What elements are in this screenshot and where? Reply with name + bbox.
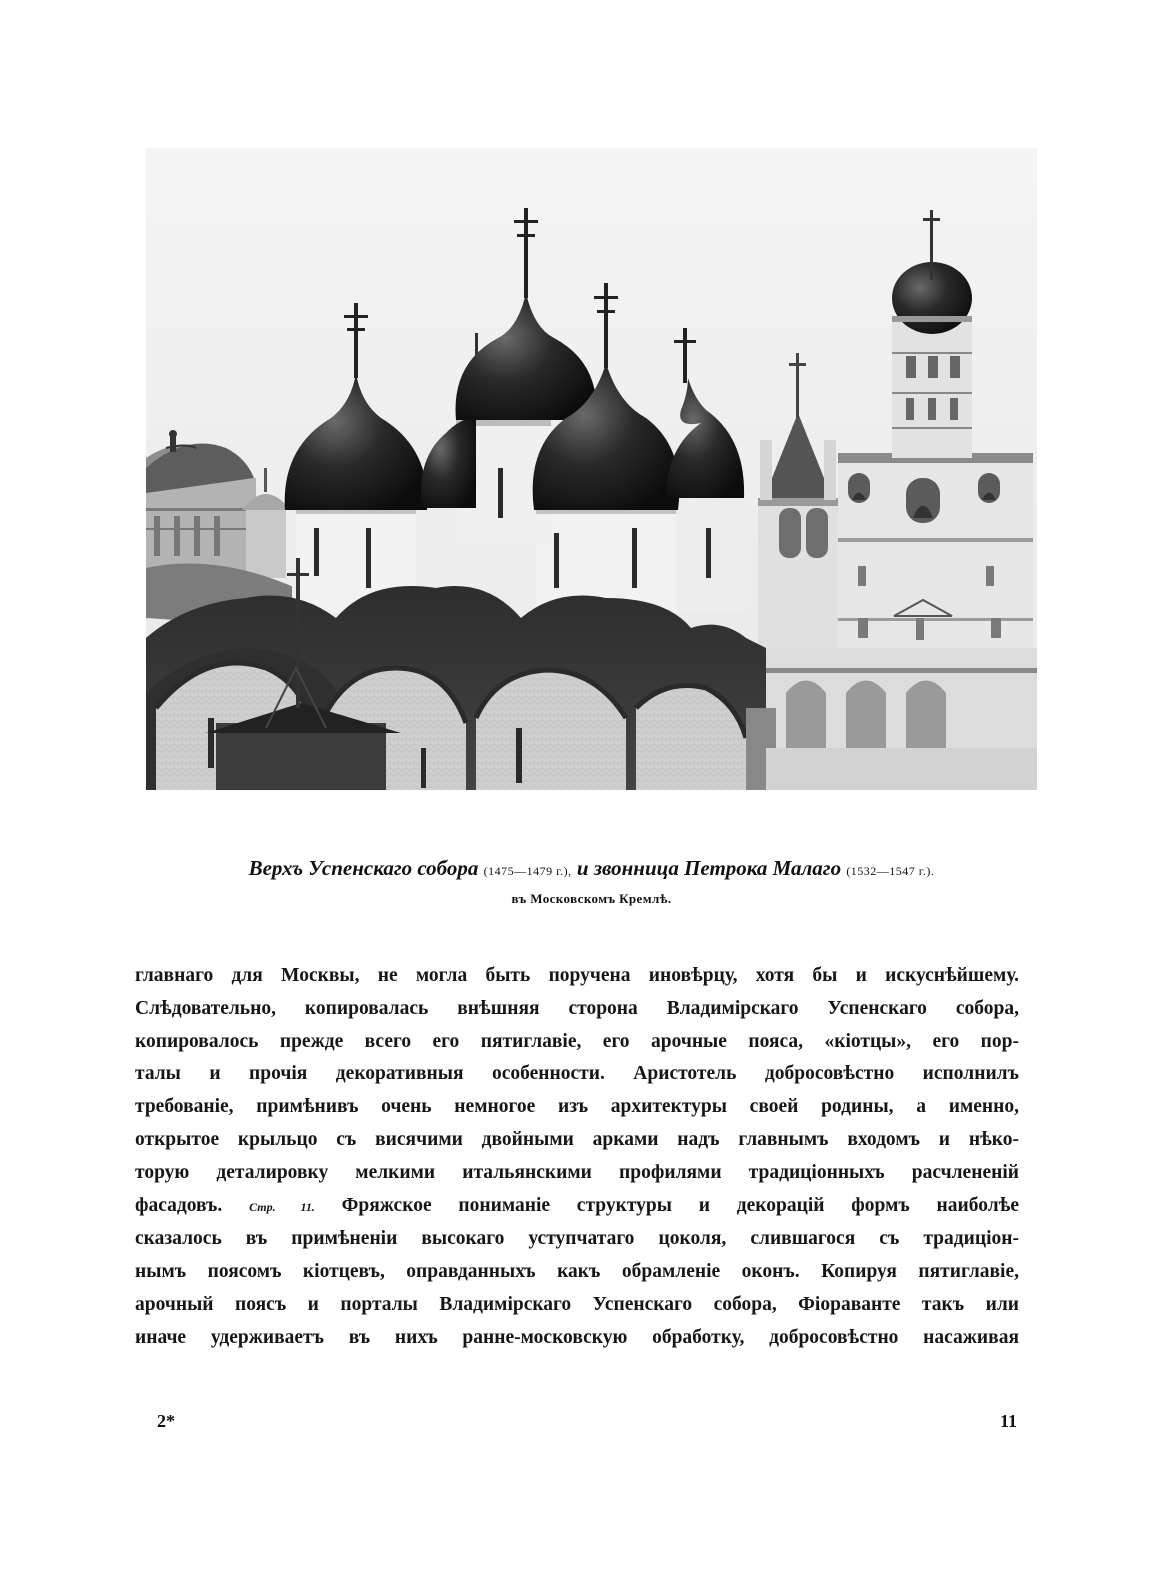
- text-line: нымъ поясомъ кіотцевъ, оправданныхъ какъ обрамленіе оконъ. Копируя пятиглавіе,: [135, 1261, 1019, 1283]
- caption-title-part2: и звонница Петрока Малаго: [576, 856, 842, 880]
- caption-title-part1: Верхъ Успенскаго собора: [248, 856, 479, 880]
- text-line: требованіе, примѣнивъ очень немногое изъ архитектуры своей родины, а именно,: [135, 1096, 1019, 1118]
- text-line-with-reference: [135, 1190, 1019, 1224]
- caption-date2: (1532—1547 г.).: [846, 864, 935, 878]
- text-line: иначе удерживаетъ въ нихъ ранне-московскую обработку, добросовѣстно насаживая: [135, 1326, 1019, 1348]
- cathedral-photo: [146, 148, 1037, 790]
- caption-title: [146, 855, 1037, 884]
- text-line: торую деталировку мелкими итальянскими профилями традиціонныхъ расчлененій: [135, 1161, 1019, 1183]
- text-line: копировалось прежде всего его пятиглавіе, его арочные пояса, «кіотцы», его пор-: [135, 1030, 1019, 1052]
- cathedral-photo-drawing: [146, 148, 1037, 790]
- text-line: сказалось въ примѣненіи высокаго уступчатаго цоколя, слившагося съ традиціон-: [135, 1228, 1019, 1250]
- page-reference: Стр. 11.: [249, 1199, 315, 1214]
- page-number: 11: [1000, 1411, 1018, 1431]
- text-line: Слѣдовательно, копировалась внѣшняя сторона Владимірскаго Успенскаго собора,: [135, 997, 1019, 1019]
- text-line: талы и прочія декоративныя особенности. Аристотель добросовѣстно исполнилъ: [135, 1063, 1019, 1085]
- text-segment: Фряжское пониманіе структуры и декорацій формъ наиболѣе: [341, 1194, 1019, 1216]
- caption-date1: (1475—1479 г.),: [483, 864, 572, 878]
- text-line: главнаго для Москвы, не могла быть поручена иновѣрцу, хотя бы и искуснѣйшему.: [135, 965, 1019, 986]
- photo-caption: [146, 855, 1037, 910]
- text-line: открытое крыльцо съ висячими двойными арками надъ главнымъ входомъ и нѣко-: [135, 1128, 1019, 1150]
- text-line: арочный поясъ и порталы Владимірскаго Успенскаго собора, Фіораванте такъ или: [135, 1293, 1019, 1315]
- body-paragraph: [135, 960, 1019, 1355]
- caption-subtitle: въ Московскомъ Кремлѣ.: [511, 891, 672, 906]
- printer-signature: 2*: [157, 1411, 175, 1431]
- text-segment: фасадовъ.: [135, 1194, 223, 1216]
